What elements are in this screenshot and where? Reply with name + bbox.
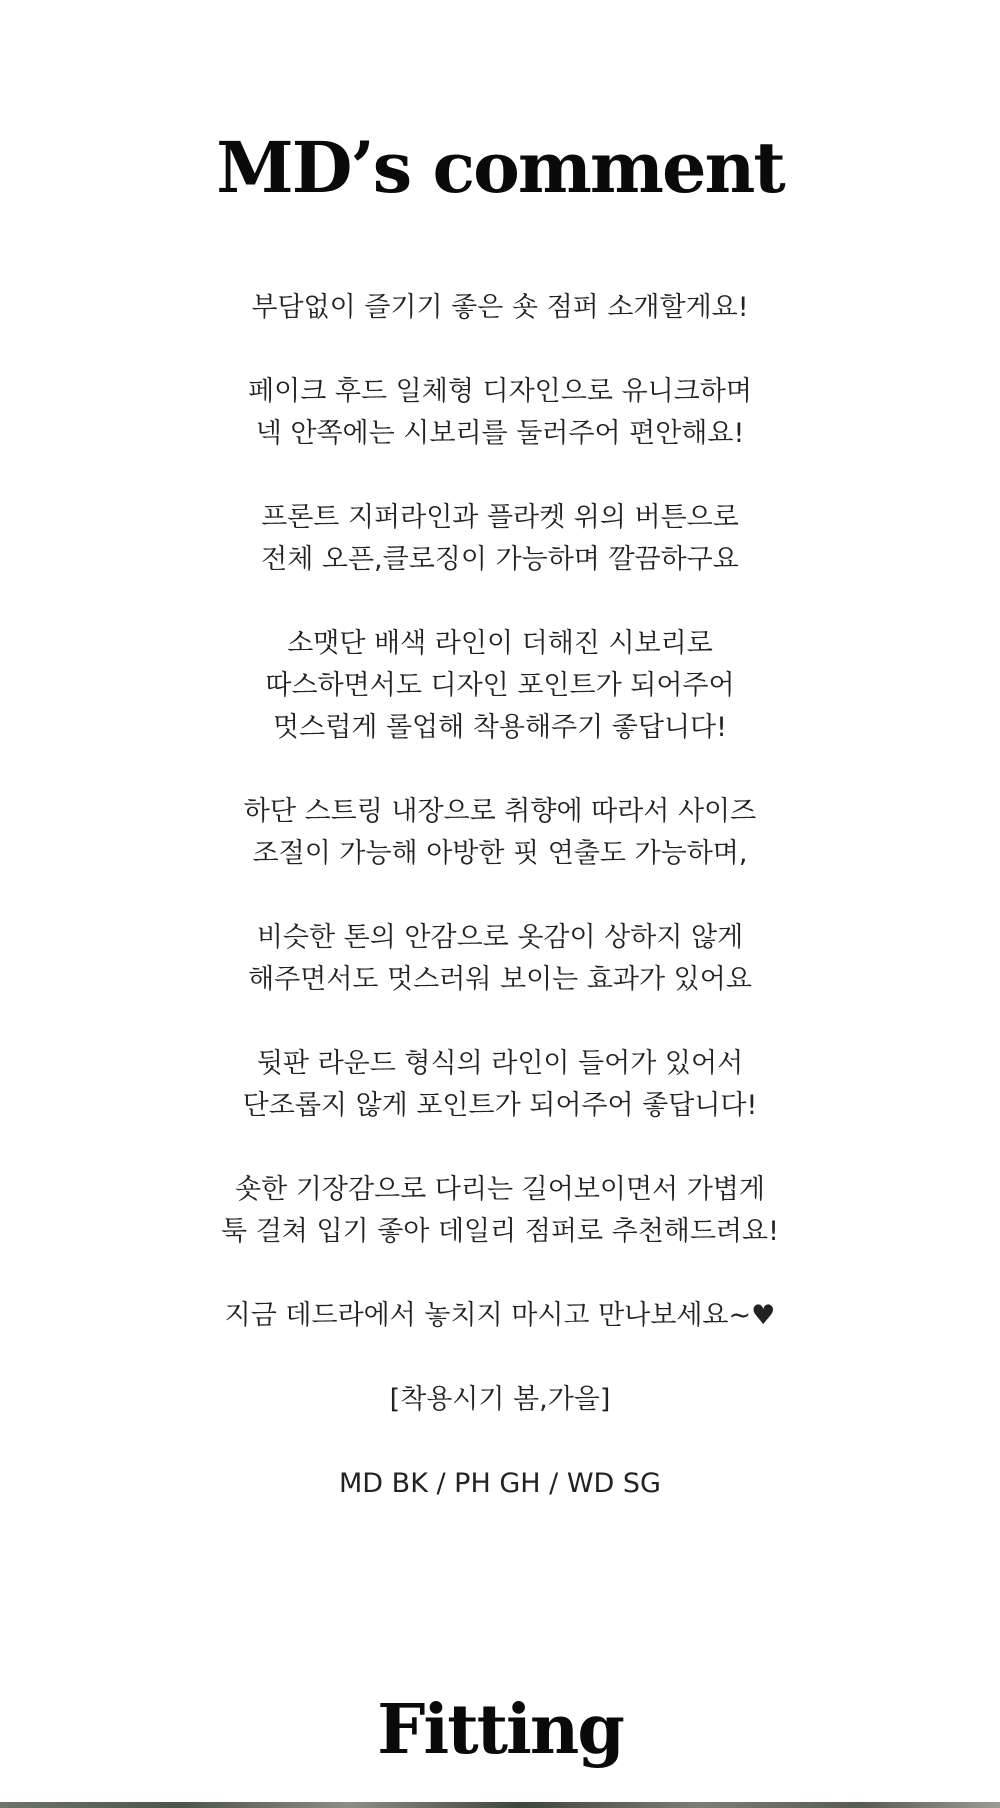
comment-line: 해주면서도 멋스러워 보이는 효과가 있어요 bbox=[248, 964, 752, 995]
comment-line: 지금 데드라에서 놓치지 마시고 만나보세요~♥ bbox=[224, 1300, 776, 1331]
fitting-photo bbox=[0, 1802, 1000, 1808]
comment-line: 비슷한 톤의 안감으로 옷감이 상하지 않게 bbox=[256, 922, 744, 953]
comment-paragraph bbox=[0, 791, 1000, 875]
comment-paragraph bbox=[0, 287, 1000, 329]
comment-paragraph bbox=[0, 1379, 1000, 1421]
comment-paragraph bbox=[0, 623, 1000, 749]
comment-paragraph bbox=[0, 1169, 1000, 1253]
comment-line: 툭 걸쳐 입기 좋아 데일리 점퍼로 추천해드려요! bbox=[221, 1216, 779, 1247]
comment-line: 단조롭지 않게 포인트가 되어주어 좋답니다! bbox=[242, 1090, 758, 1121]
comment-paragraph bbox=[0, 1043, 1000, 1127]
md-comment-title: MD’s comment bbox=[216, 126, 784, 209]
comment-line: 하단 스트링 내장으로 취향에 따라서 사이즈 bbox=[243, 796, 757, 827]
comment-line: 넥 안쪽에는 시보리를 둘러주어 편안해요! bbox=[255, 418, 745, 449]
fitting-title: Fitting bbox=[377, 1690, 623, 1770]
comment-line: 숏한 기장감으로 다리는 길어보이면서 가볍게 bbox=[235, 1174, 765, 1205]
comment-paragraph bbox=[0, 497, 1000, 581]
comment-line: MD BK / PH GH / WD SG bbox=[339, 1468, 661, 1499]
comment-paragraph bbox=[0, 371, 1000, 455]
comment-line: 뒷판 라운드 형식의 라인이 들어가 있어서 bbox=[256, 1048, 744, 1079]
comment-line: 소맷단 배색 라인이 더해진 시보리로 bbox=[287, 628, 713, 659]
comment-line: 전체 오픈,클로징이 가능하며 깔끔하구요 bbox=[261, 544, 739, 575]
comment-line: 페이크 후드 일체형 디자인으로 유니크하며 bbox=[248, 376, 752, 407]
comment-paragraph bbox=[0, 1295, 1000, 1337]
comment-line: 멋스럽게 롤업해 착용해주기 좋답니다! bbox=[273, 712, 727, 743]
comment-paragraph bbox=[0, 1463, 1000, 1505]
comment-line: 조절이 가능해 아방한 핏 연출도 가능하며, bbox=[252, 838, 748, 869]
comment-line: 따스하면서도 디자인 포인트가 되어주어 bbox=[265, 670, 735, 701]
comment-line: [착용시기 봄,가을] bbox=[389, 1384, 611, 1415]
comment-paragraph bbox=[0, 917, 1000, 1001]
comment-line: 부담없이 즐기기 좋은 숏 점퍼 소개할게요! bbox=[251, 292, 749, 323]
md-comment-body bbox=[0, 287, 1000, 1547]
comment-line: 프론트 지퍼라인과 플라켓 위의 버튼으로 bbox=[261, 502, 739, 533]
